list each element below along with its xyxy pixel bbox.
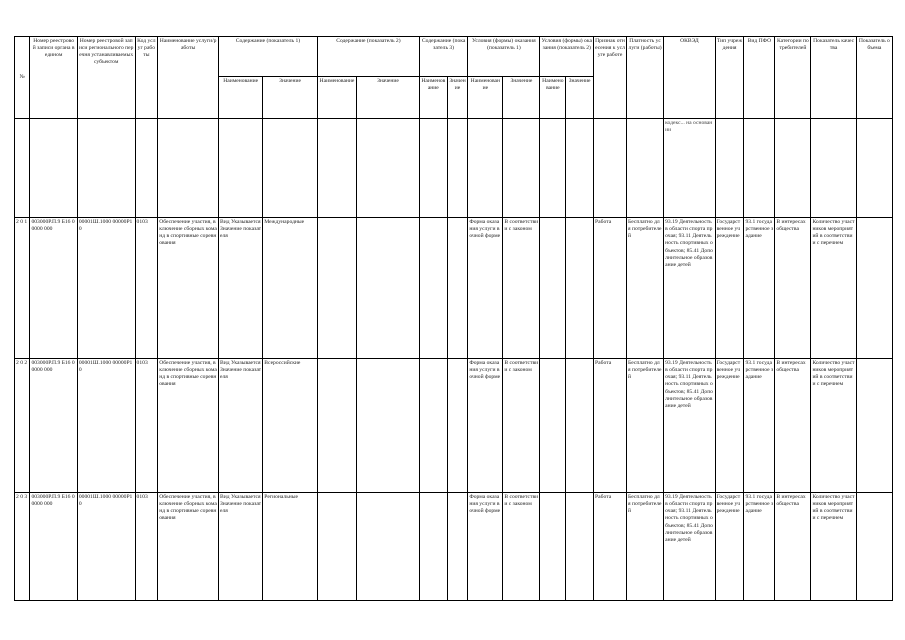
code-cell: 0103 (135, 493, 158, 601)
col-registry-number-header: Номер реестрово й записи органа в едином (30, 37, 77, 119)
paid-cell: Бесплатно для потребителей (627, 493, 664, 601)
pfo-cell: 93.1 государственное задание (744, 493, 775, 601)
conditions1-name-cell: Форма оказания услуги в очной форме (468, 218, 503, 359)
sign-cell: Работа (594, 359, 627, 493)
registry-number-cell: 003000Р.П.9 Б16 00000 000 (30, 493, 77, 601)
volume-cell (856, 359, 892, 493)
table-row (15, 359, 893, 493)
volume-cell (856, 493, 892, 601)
registry-number-cell: 003000Р.П.9 Б16 00000 000 (30, 218, 77, 359)
row-index: 2 0 1 (15, 218, 30, 359)
sign-cell: Работа (594, 493, 627, 601)
header-row-1 (15, 37, 893, 77)
quality-cell: Количество участников мероприятий в соответствии с перечнем (811, 218, 856, 359)
sub-name-header: Наименование (540, 77, 566, 119)
quality-cell: Количество участников мероприятий в соответствии с перечнем (811, 359, 856, 493)
sub-value-header: Значение (447, 77, 468, 119)
okved-cell: 93.19 Деятельность в области спорта прочая; 93.11 Деятельность спортивных объектов; 85.41 Дополнительное образование детей (664, 493, 716, 601)
quality-cell: Количество участников мероприятий в соответствии с перечнем (811, 493, 856, 601)
row-index: 2 0 3 (15, 493, 30, 601)
col-volume-header: Показатель объема (856, 37, 892, 119)
category-cell: В интересах общества (775, 359, 811, 493)
col-category-header: Категории потребителей (775, 37, 811, 119)
col-conditions2-header: Условия (формы) оказания (показатель 2) (540, 37, 594, 77)
category-cell: В интересах общества (775, 218, 811, 359)
sub-name-header: Наименование (317, 77, 356, 119)
service-name-cell: Обеспечение участия, включение сборных команд в спортивные соревнования (158, 359, 219, 493)
conditions1-value-cell: В соответствии с законом (503, 359, 540, 493)
content1-name-cell: Вид Указывается Значение показателя (218, 493, 262, 601)
regional-number-cell: 00001Ш.1000 00000Р10 (77, 493, 135, 601)
pfo-cell: 93.1 государственное задание (744, 359, 775, 493)
content1-value-cell: Международные (263, 218, 318, 359)
conditions1-value-cell: В соответствии с законом (503, 493, 540, 601)
paid-cell: Бесплатно для потребителей (627, 359, 664, 493)
col-pfo-header: Вид ПФО (744, 37, 775, 119)
col-code-header: Код услуг работы (135, 37, 158, 119)
volume-cell (856, 218, 892, 359)
regional-number-cell: 00001Ш.1000 00000Р10 (77, 218, 135, 359)
row-index: 2 0 2 (15, 359, 30, 493)
okved-cell: 93.19 Деятельность в области спорта прочая; 93.11 Деятельность спортивных объектов; 85.41 Дополнительное образование детей (664, 218, 716, 359)
col-regional-number-header: Номер реестровой записи регионального перечня устанавливаемых субъектом (77, 37, 135, 119)
table-row (15, 493, 893, 601)
code-cell: 0103 (135, 218, 158, 359)
col-content1-header: Содержание (показатель 1) (218, 37, 317, 77)
okved-cell: 93.19 Деятельность в области спорта прочая; 93.11 Деятельность спортивных объектов; 85.41 Дополнительное образование детей (664, 359, 716, 493)
content1-name-cell: Вид Указывается Значение показателя (218, 218, 262, 359)
sub-value-header: Значение (566, 77, 594, 119)
sub-name-header: Наименование (419, 77, 447, 119)
service-name-cell: Обеспечение участия, включение сборных команд в спортивные соревнования (158, 493, 219, 601)
okved-carry-cell: кодекс... на основании (664, 119, 716, 218)
sub-value-header: Значение (503, 77, 540, 119)
type-cell: Государственное учреждение (715, 359, 744, 493)
content1-value-cell: Всероссийские (263, 359, 318, 493)
col-type-header: Тип учреждения (715, 37, 744, 119)
conditions1-name-cell: Форма оказания услуги в очной форме (468, 493, 503, 601)
col-conditions1-header: Условия (формы) оказания (показатель 1) (468, 37, 540, 77)
col-content2-header: Содержание (показатель 2) (317, 37, 419, 77)
col-content3-header: Содержание (показатель 3) (419, 37, 467, 77)
sign-cell: Работа (594, 218, 627, 359)
code-cell: 0103 (135, 359, 158, 493)
conditions1-name-cell: Форма оказания услуги в очной форме (468, 359, 503, 493)
content1-name-cell: Вид Указывается Значение показателя (218, 359, 262, 493)
type-cell: Государственное учреждение (715, 218, 744, 359)
registry-number-cell: 003000Р.П.9 Б16 00000 000 (30, 359, 77, 493)
col-number-header: № (15, 37, 30, 119)
paid-cell: Бесплатно для потребителей (627, 218, 664, 359)
col-sign-header: Признак отнесения к услуге работе (594, 37, 627, 119)
category-cell: В интересах общества (775, 493, 811, 601)
registry-table (14, 36, 893, 601)
sub-value-header: Значение (263, 77, 318, 119)
col-service-name-header: Наименование услуги/работы (158, 37, 219, 119)
sub-name-header: Наименование (218, 77, 262, 119)
registry-table-sheet (14, 36, 893, 615)
col-quality-header: Показатель качества (811, 37, 856, 119)
conditions1-value-cell: В соответствии с законом (503, 218, 540, 359)
col-paid-header: Платность услуги (работы) (627, 37, 664, 119)
regional-number-cell: 00001Ш.1000 00000Р10 (77, 359, 135, 493)
table-row (15, 218, 893, 359)
type-cell: Государственное учреждение (715, 493, 744, 601)
content1-value-cell: Региональные (263, 493, 318, 601)
sub-value-header: Значение (357, 77, 420, 119)
pfo-cell: 93.1 государственное задание (744, 218, 775, 359)
col-okved-header: ОКВЭД (664, 37, 716, 119)
service-name-cell: Обеспечение участия, включение сборных команд в спортивные соревнования (158, 218, 219, 359)
sub-name-header: Наименование (468, 77, 503, 119)
table-row (15, 119, 893, 218)
